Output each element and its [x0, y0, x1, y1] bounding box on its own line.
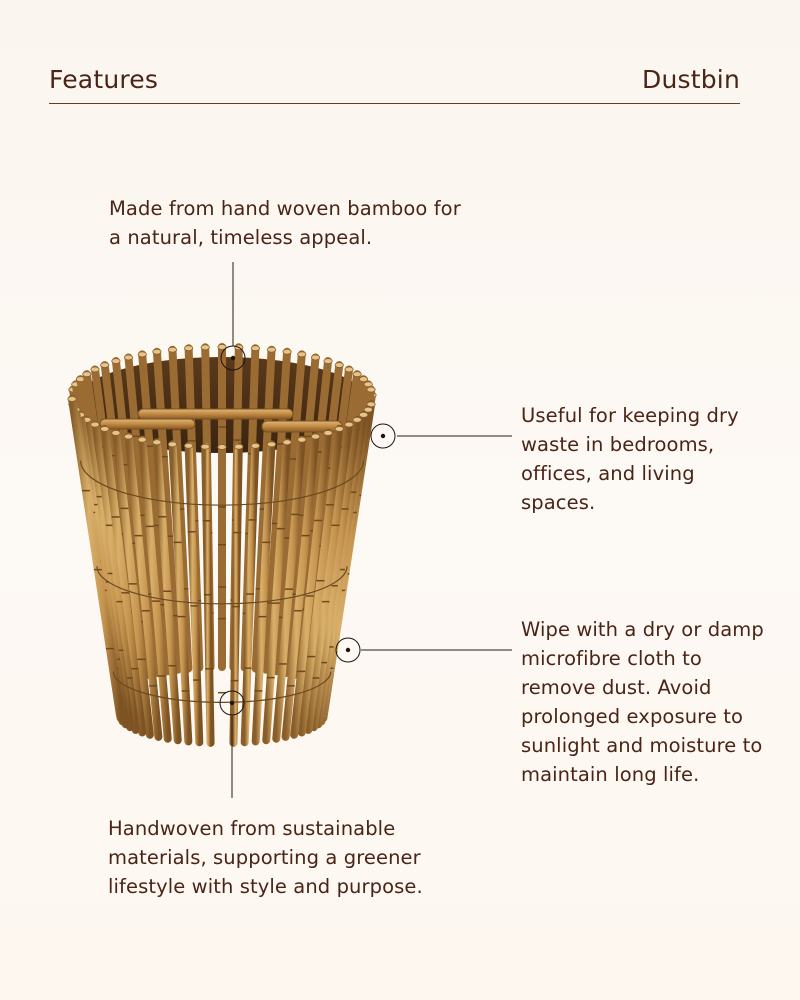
marker-right-lower: [336, 638, 360, 662]
bamboo-dustbin-icon: [68, 345, 376, 744]
feature-note-usage: Useful for keeping dry waste in bedrooms, offices, and living spaces.: [521, 404, 739, 514]
features-heading: Features: [49, 65, 159, 94]
feature-note-sustainability: Handwoven from sustainable materials, supporting a greener lifestyle with style and purpose.: [108, 817, 423, 898]
feature-note-care: Wipe with a dry or damp microfibre cloth to remove dust. Avoid prolonged exposure to sunlight and moisture to maintain long life.: [521, 618, 764, 786]
feature-note-material: Made from hand woven bamboo for a natural, timeless appeal.: [109, 197, 461, 249]
product-category-label: Dustbin: [642, 65, 740, 94]
marker-right-upper: [371, 424, 395, 448]
